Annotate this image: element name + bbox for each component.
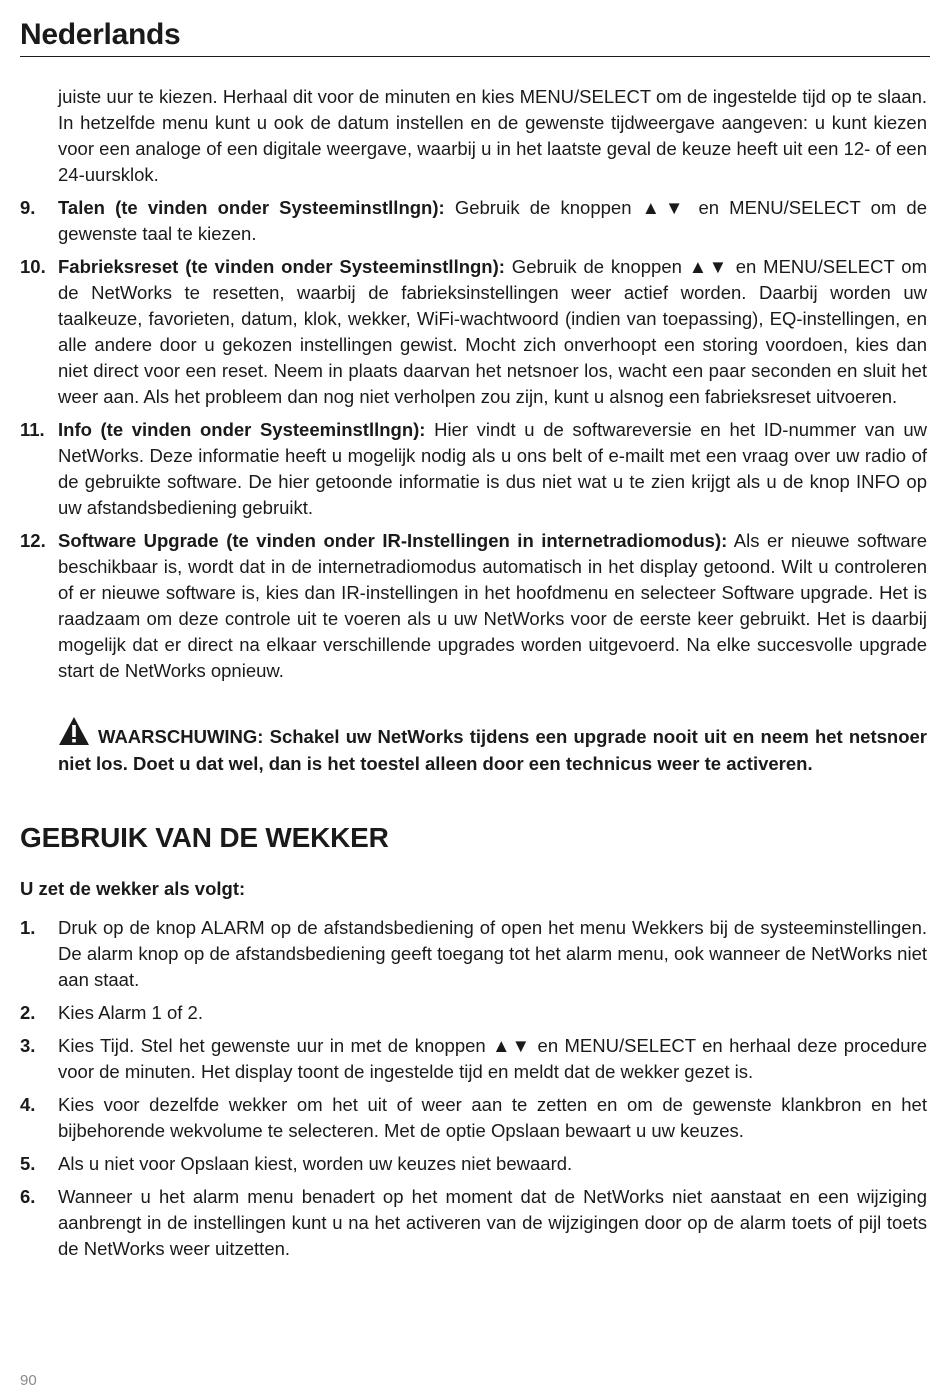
item-text (58, 195, 927, 247)
alarm-step (20, 1151, 927, 1177)
settings-item (20, 195, 927, 247)
intro-paragraph: juiste uur te kiezen. Herhaal dit voor de minuten en kies MENU/SELECT om de ingestelde tijd op te slaan. In hetzelfde menu kunt u ook de datum instellen en de gewenste tijdweergave aangeven: u kunt kiezen voor een analoge of een digitale weergave, waarbij u in het laatste geval de keuze heeft uit een 12- of een 24-uursklok. (58, 86, 927, 185)
item-body: Gebruik de knoppen ▲▼ en MENU/SELECT om de gewenste taal te kiezen. (58, 197, 927, 244)
item-heading: Fabrieksreset (te vinden onder Systeeminstllngn): (58, 256, 505, 277)
item-body: Als er nieuwe software beschikbaar is, wordt dat in de internetradiomodus automatisch in het display getoond. Wilt u controleren of er nieuwe software is, kies dan IR-instellingen in het hoofdmenu en selecteer Software upgrade. Het is raadzaam om deze controle uit te voeren als u uw NetWorks voor de eerste keer gebruikt. Het is daarbij mogelijk dat er direct na elkaar verschillende upgrades worden uitgevoerd. Na elke succesvolle upgrade start de NetWorks opnieuw. (58, 530, 927, 681)
page-number: 90 (20, 1372, 37, 1389)
alarm-step (20, 1092, 927, 1144)
item-heading: Talen (te vinden onder Systeeminstllngn): (58, 197, 445, 218)
settings-item (20, 417, 927, 521)
header-title: Nederlands (20, 18, 181, 51)
settings-item (20, 528, 927, 684)
step-text: Kies Tijd. Stel het gewenste uur in met de knoppen ▲▼ en MENU/SELECT en herhaal deze procedure voor de minuten. Het display toont de ingestelde tijd en meldt dat de wekker gezet is. (58, 1035, 927, 1082)
warning-block (58, 716, 927, 776)
step-number: 4. (20, 1094, 36, 1115)
alarm-step (20, 915, 927, 993)
section-subtitle: U zet de wekker als volgt: (20, 878, 246, 899)
warning-text: WAARSCHUWING: Schakel uw NetWorks tijdens een upgrade nooit uit en neem het netsnoer niet los. Doet u dat wel, dan is het toestel alleen door een technicus weer te activeren. (58, 726, 927, 774)
item-body: Gebruik de knoppen ▲▼ en MENU/SELECT om de NetWorks te resetten, waarbij de fabrieksinstellingen weer actief worden. Daarbij worden uw taalkeuze, favorieten, datum, klok, wekker, WiFi-wachtwoord (indien van toepassing), EQ-instellingen, en alle andere door u gekozen instellingen gewist. Mocht zich onverhoopt een storing voordoen, kies dan niet direct voor een reset. Neem in plaats daarvan het netsnoer los, wacht een paar seconden en sluit het weer aan. Als het probleem dan nog niet verholpen zou zijn, kunt u alsnog een fabrieksreset uitvoeren. (58, 256, 927, 407)
warning-triangle-icon (58, 716, 98, 752)
item-number: 9. (20, 197, 36, 218)
settings-item (20, 254, 927, 410)
item-heading: Software Upgrade (te vinden onder IR-Instellingen in internetradiomodus): (58, 530, 728, 551)
step-number: 1. (20, 917, 36, 938)
step-number: 2. (20, 1002, 36, 1023)
alarm-step (20, 1000, 927, 1026)
item-heading: Info (te vinden onder Systeeminstllngn): (58, 419, 426, 440)
step-number: 3. (20, 1035, 36, 1056)
step-text: Als u niet voor Opslaan kiest, worden uw keuzes niet bewaard. (58, 1153, 573, 1174)
section-title: GEBRUIK VAN DE WEKKER (20, 822, 389, 853)
page-header (20, 14, 930, 57)
step-text: Kies voor dezelfde wekker om het uit of weer aan te zetten en om de gewenste klankbron en het bijbehorende wekvolume te selecteren. Met de optie Opslaan bewaart u uw keuzes. (58, 1094, 927, 1141)
step-text: Kies Alarm 1 of 2. (58, 1002, 203, 1023)
item-number: 11. (20, 419, 45, 440)
item-number: 12. (20, 530, 46, 551)
item-text (58, 417, 927, 521)
step-text: Druk op de knop ALARM op de afstandsbediening of open het menu Wekkers bij de systeeminstellingen. De alarm knop op de afstandsbediening geeft toegang tot het alarm menu, ook wanneer de NetWorks niet aan staat. (58, 917, 927, 990)
step-number: 6. (20, 1186, 36, 1207)
item-number: 10. (20, 256, 46, 277)
alarm-step (20, 1033, 927, 1085)
alarm-step (20, 1184, 927, 1262)
item-body: Hier vindt u de softwareversie en het ID-nummer van uw NetWorks. Deze informatie heeft u mogelijk nodig als u ons belt of e-mailt met een vraag over uw radio of de gebruikte software. De hier getoonde informatie is dus niet wat u te zien krijgt als u de knop INFO op uw afstandsbediening gebruikt. (58, 419, 927, 518)
step-number: 5. (20, 1153, 36, 1174)
item-text (58, 528, 927, 684)
page-content (20, 84, 927, 1262)
item-text (58, 254, 927, 410)
step-text: Wanneer u het alarm menu benadert op het moment dat de NetWorks niet aanstaat en een wijziging aanbrengt in de instellingen kunt u na het activeren van de wijzigingen door op de alarm toets of pijl toets de NetWorks weer uitzetten. (58, 1186, 927, 1259)
